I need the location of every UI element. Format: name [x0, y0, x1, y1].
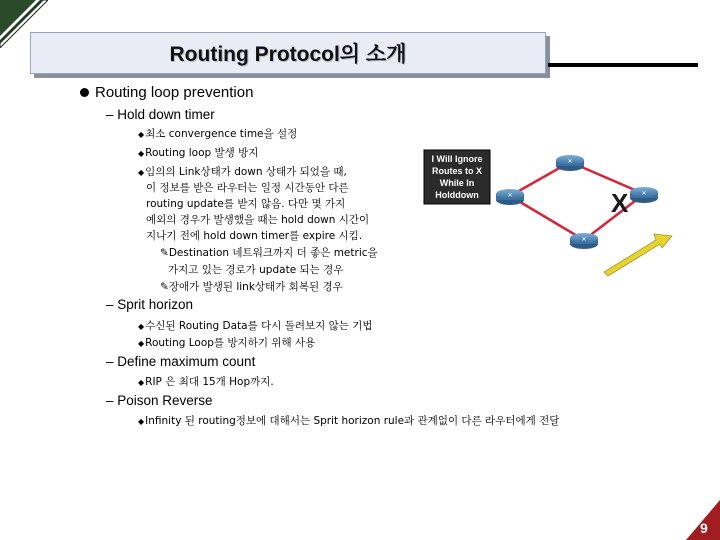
pencil-icon: ✎ — [160, 281, 169, 293]
list-item: ◆Routing Loop를 방지하기 위해 사용 — [138, 337, 316, 349]
list-item: ◆RIP 은 최대 15개 Hop까지. — [138, 376, 274, 388]
router-icon — [556, 155, 584, 171]
list-item-continuation: 지나기 전에 hold down timer를 expire 시킴. — [146, 230, 363, 242]
section-heading: – Define maximum count — [106, 354, 256, 369]
router-icon — [570, 233, 598, 249]
holddown-callout — [424, 150, 490, 204]
list-item: ◆최소 convergence time을 설정 — [138, 128, 298, 140]
list-item-continuation: routing update를 받지 않음. 다만 몇 가지 — [146, 198, 346, 210]
callout-line: I Will Ignore — [431, 154, 483, 164]
title-box — [30, 32, 546, 74]
router-icon — [630, 187, 658, 203]
title-rule — [548, 63, 698, 67]
list-item: ◆Infinity 된 routing정보에 대해서는 Sprit horizon rule과 관계없이 다른 라우터에게 전달 — [138, 415, 560, 427]
section-heading: – Hold down timer — [106, 107, 215, 122]
page-number: 9 — [700, 520, 708, 536]
main-bullet — [80, 84, 253, 101]
callout-line: Holddown — [435, 190, 479, 200]
pencil-icon: ✎ — [160, 247, 169, 259]
list-item: ◆임의의 Link상태가 down 상태가 되었을 때, — [138, 166, 347, 178]
svg-text:✕: ✕ — [567, 158, 573, 165]
callout-line: While In — [439, 178, 475, 188]
list-item-continuation: 이 정보를 받은 라우터는 일정 시간동안 다른 — [146, 182, 349, 194]
failed-link-x: X — [611, 188, 629, 218]
main-bullet-text: Routing loop prevention — [95, 84, 254, 101]
bullet-dot — [80, 88, 89, 97]
holddown-diagram — [418, 148, 680, 288]
svg-text:✕: ✕ — [507, 192, 513, 199]
router-icon — [496, 189, 524, 205]
callout-line: Routes to X — [431, 166, 483, 176]
svg-text:✕: ✕ — [581, 236, 587, 243]
list-item: ◆수신된 Routing Data를 다시 돌려보지 않는 기법 — [138, 320, 373, 332]
sub-item: ✎장애가 발생된 link상태가 회복된 경우 — [160, 281, 343, 293]
section-heading: – Poison Reverse — [106, 393, 213, 408]
sub-item-continuation: 가지고 있는 경로가 update 되는 경우 — [168, 264, 344, 276]
update-arrow — [604, 234, 672, 276]
list-item-continuation: 예외의 경우가 발생했을 때는 hold down 시간이 — [146, 214, 370, 226]
svg-text:✕: ✕ — [641, 190, 647, 197]
page-title: Routing Protocol의 소개 — [169, 43, 407, 66]
section-heading: – Sprit horizon — [106, 297, 194, 312]
sub-item: ✎Destination 네트워크까지 더 좋은 metric을 — [160, 247, 378, 259]
list-item: ◆Routing loop 발생 방지 — [138, 147, 259, 159]
